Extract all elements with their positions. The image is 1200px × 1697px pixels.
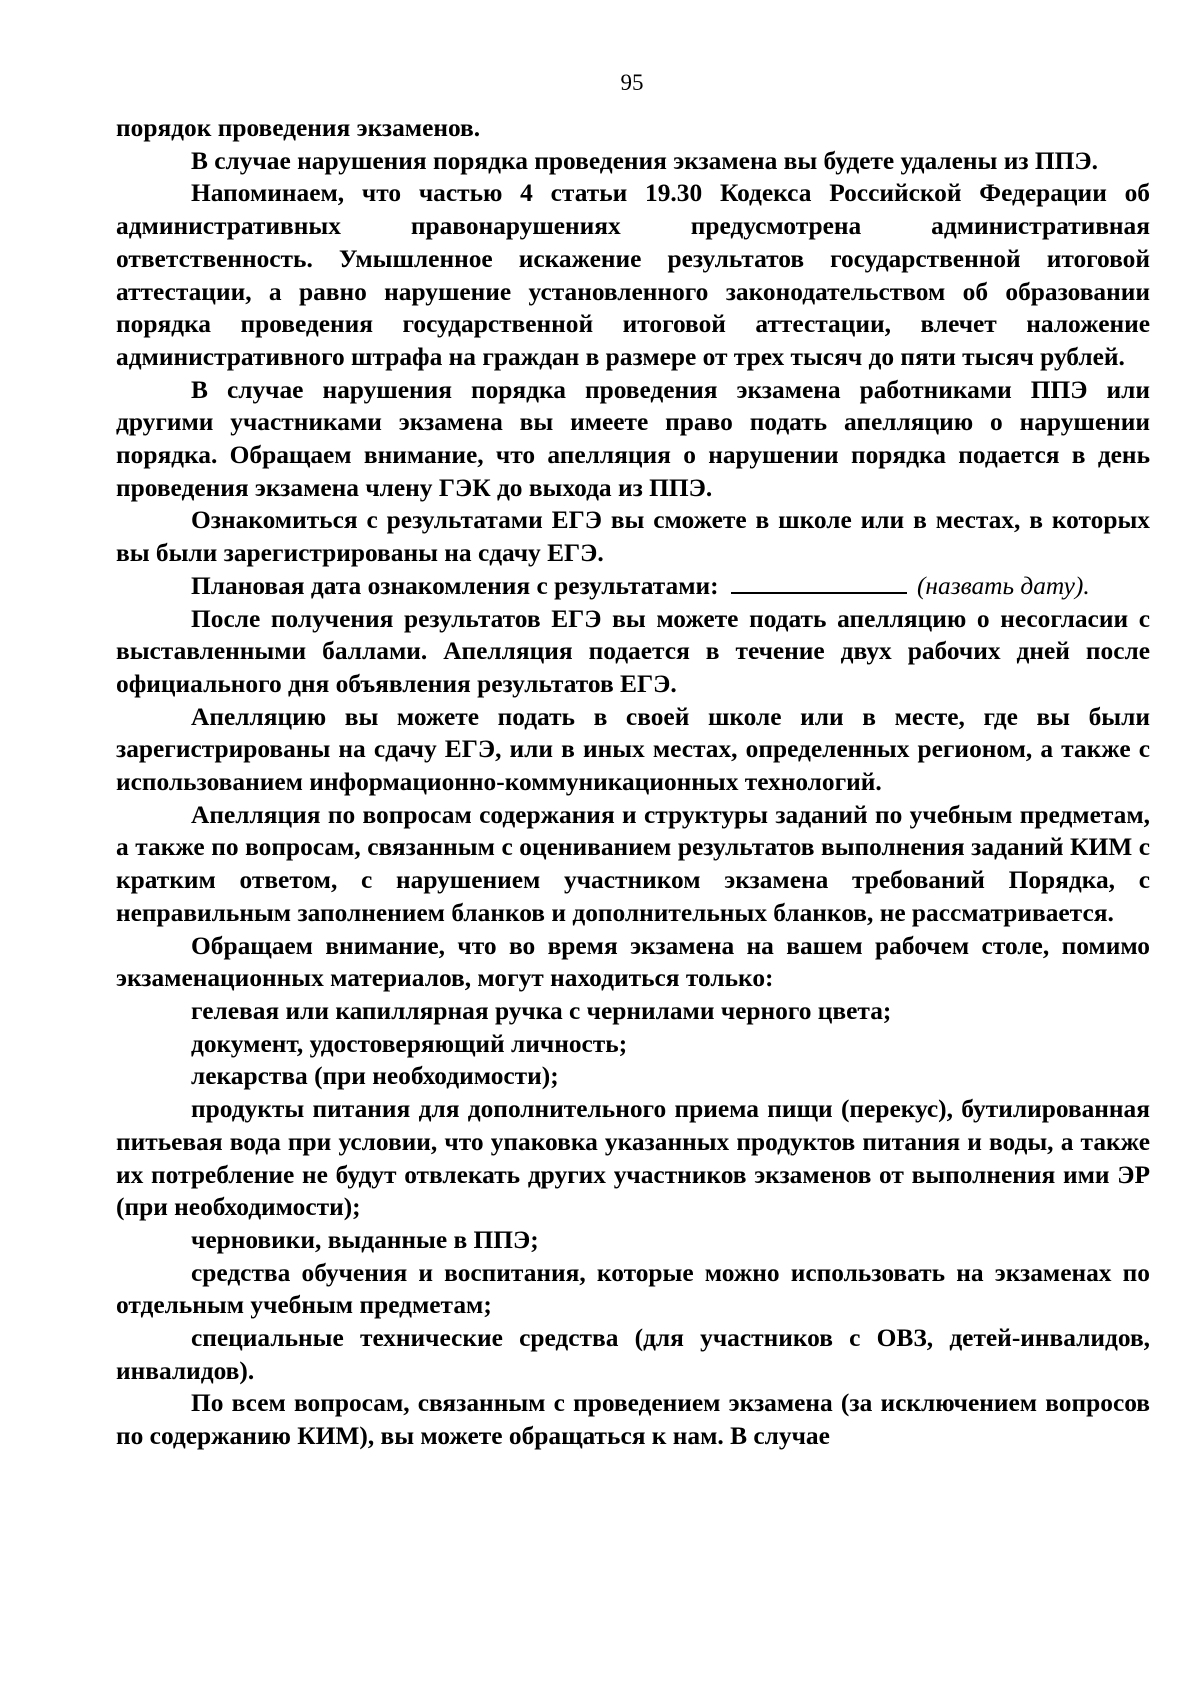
date-blank-line <box>731 572 907 594</box>
paragraph: Напоминаем, что частью 4 статьи 19.30 Кодекса Российской Федерации об административных правонарушениях предусмотрена административная ответственность. Умышленное искажение результатов государственной итоговой аттестации, а равно нарушение установленного законодательством об образовании порядка проведения государственной итоговой аттестации, влечет наложение административного штрафа на граждан в размере от трех тысяч до пяти тысяч рублей. <box>116 179 1150 371</box>
planned-date-note: (назвать дату). <box>916 571 1090 600</box>
list-item: специальные технические средства (для участников с ОВЗ, детей-инвалидов, инвалидов). <box>116 1324 1150 1385</box>
page-number: 95 <box>620 70 644 95</box>
list-item: продукты питания для дополнительного приема пищи (перекус), бутилированная питьевая вода при условии, что упаковка указанных продуктов питания и воды, а также их потребление не будут отвлекать других участников экзаменов от выполнения ими ЭР (при необходимости); <box>116 1095 1150 1222</box>
list-item: гелевая или капиллярная ручка с чернилами черного цвета; <box>191 996 892 1025</box>
paragraph: После получения результатов ЕГЭ вы можете подать апелляцию о несогласии с выставленными баллами. Апелляция подается в течение двух рабочих дней после официального дня объявления результатов ЕГЭ. <box>116 604 1150 698</box>
paragraph: Обращаем внимание, что во время экзамена на вашем рабочем столе, помимо экзаменационных материалов, могут находиться только: <box>116 931 1150 993</box>
list-item: лекарства (при необходимости); <box>191 1062 559 1091</box>
list-item: средства обучения и воспитания, которые можно использовать на экзаменах по отдельным учебным предметам; <box>116 1258 1150 1320</box>
list-item: документ, удостоверяющий личность; <box>191 1029 628 1058</box>
paragraph: Апелляция по вопросам содержания и структуры заданий по учебным предметам, а также по вопросам, связанным с оцениванием результатов выполнения заданий КИМ с кратким ответом, с нарушением участником экзамена требований Порядка, с неправильным заполнением бланков и дополнительных бланков, не рассматривается. <box>116 800 1150 927</box>
paragraph: Ознакомиться с результатами ЕГЭ вы сможете в школе или в местах, в которых вы были зарегистрированы на сдачу ЕГЭ. <box>116 506 1150 568</box>
list-item: черновики, выданные в ППЭ; <box>191 1225 539 1254</box>
paragraph: Апелляцию вы можете подать в своей школе или в месте, где вы были зарегистрированы на сдачу ЕГЭ, или в иных местах, определенных регионом, а также с использованием информационно-коммуникационных технологий. <box>116 702 1150 797</box>
closing-paragraph: По всем вопросам, связанным с проведением экзамена (за исключением вопросов по содержанию КИМ), вы можете обращаться к нам. В случае <box>116 1389 1150 1451</box>
paragraph: порядок проведения экзаменов. <box>116 114 481 142</box>
document-body <box>116 112 1150 1453</box>
planned-date-paragraph <box>116 570 1150 603</box>
paragraph: В случае нарушения порядка проведения экзамена работниками ППЭ или другими участниками экзамена вы имеете право подать апелляцию о нарушении порядка. Обращаем внимание, что апелляция о нарушении порядка подается в день проведения экзамена члену ГЭК до выхода из ППЭ. <box>116 375 1150 502</box>
planned-date-label: Плановая дата ознакомления с результатами: <box>191 571 719 600</box>
paragraph: В случае нарушения порядка проведения экзамена вы будете удалены из ППЭ. <box>191 146 1098 175</box>
